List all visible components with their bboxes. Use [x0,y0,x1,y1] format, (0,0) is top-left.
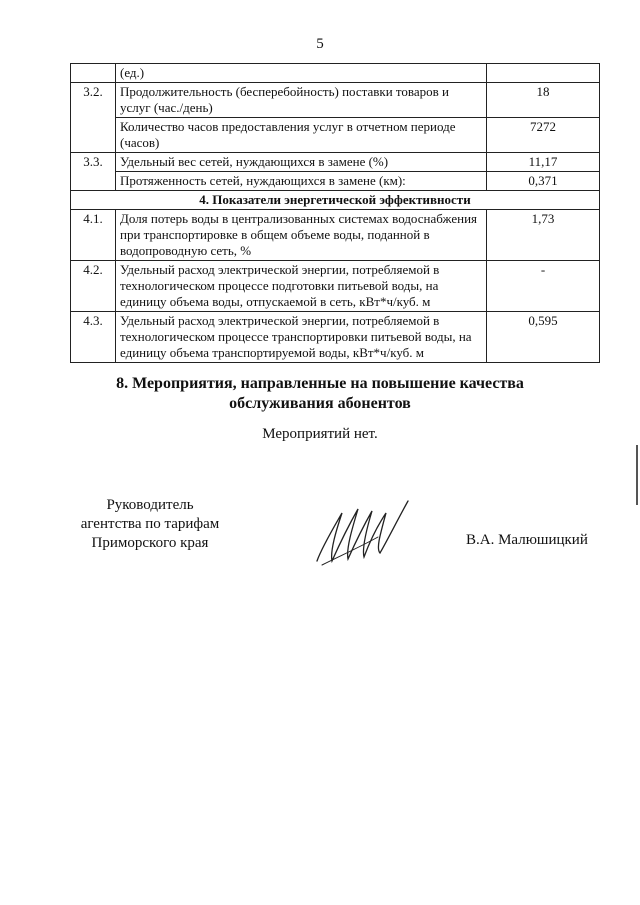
section-4-title: 4. Показатели энергетической эффективности [71,191,600,210]
row-description: Доля потерь воды в централизованных системах водоснабжения при транспортировке в общем объеме воды, поданной в водопроводную сеть, % [116,210,487,261]
section-8-heading [0,374,640,414]
row-description: Удельный вес сетей, нуждающихся в замене (%) [116,153,487,172]
scan-edge-mark [636,445,638,505]
row-description: Продолжительность (бесперебойность) поставки товаров и услуг (час./день) [116,83,487,118]
row-value: 11,17 [487,153,600,172]
row-number: 4.2. [71,261,116,312]
page-number: 5 [316,36,324,52]
table-row [71,312,600,363]
table-row [71,64,600,83]
table-section-row [71,191,600,210]
table-row [71,172,600,191]
row-sub-description: Протяженность сетей, нуждающихся в замене (км): [116,172,487,191]
signer-title-line2: агентства по тарифам [80,516,220,532]
row-description: Удельный расход электрической энергии, потребляемой в технологическом процессе подготовки питьевой воды, на единицу объема воды, отпускаемой в сеть, кВт*ч/куб. м [116,261,487,312]
row-value: 1,73 [487,210,600,261]
table-row [71,210,600,261]
row-value [487,64,600,83]
row-sub-value: 7272 [487,118,600,153]
signer-title-line1: Руководитель [106,497,194,513]
row-number: 3.2. [71,83,116,153]
row-number [71,64,116,83]
indicators-table [70,63,600,363]
table-row [71,118,600,153]
table-row [71,261,600,312]
row-number: 4.1. [71,210,116,261]
signer-title-line3: Приморского края [91,535,209,551]
row-number: 4.3. [71,312,116,363]
row-value: 0,595 [487,312,600,363]
section-8-heading-line1: 8. Мероприятия, направленные на повышение качества [116,375,524,392]
table-row [71,153,600,172]
signer-title [70,496,230,553]
row-value: - [487,261,600,312]
row-description: (ед.) [116,64,487,83]
row-number: 3.3. [71,153,116,191]
row-sub-description: Количество часов предоставления услуг в отчетном периоде (часов) [116,118,487,153]
row-description: Удельный расход электрической энергии, потребляемой в технологическом процессе транспортировки питьевой воды, на единицу объема транспортируемой воды, кВт*ч/куб. м [116,312,487,363]
row-sub-value: 0,371 [487,172,600,191]
row-value: 18 [487,83,600,118]
signer-name: В.А. Малюшицкий [466,532,588,548]
section-8-text: Мероприятий нет. [262,426,378,442]
table-row [71,83,600,118]
section-8-heading-line2: обслуживания абонентов [229,395,411,412]
handwritten-signature [312,495,412,575]
